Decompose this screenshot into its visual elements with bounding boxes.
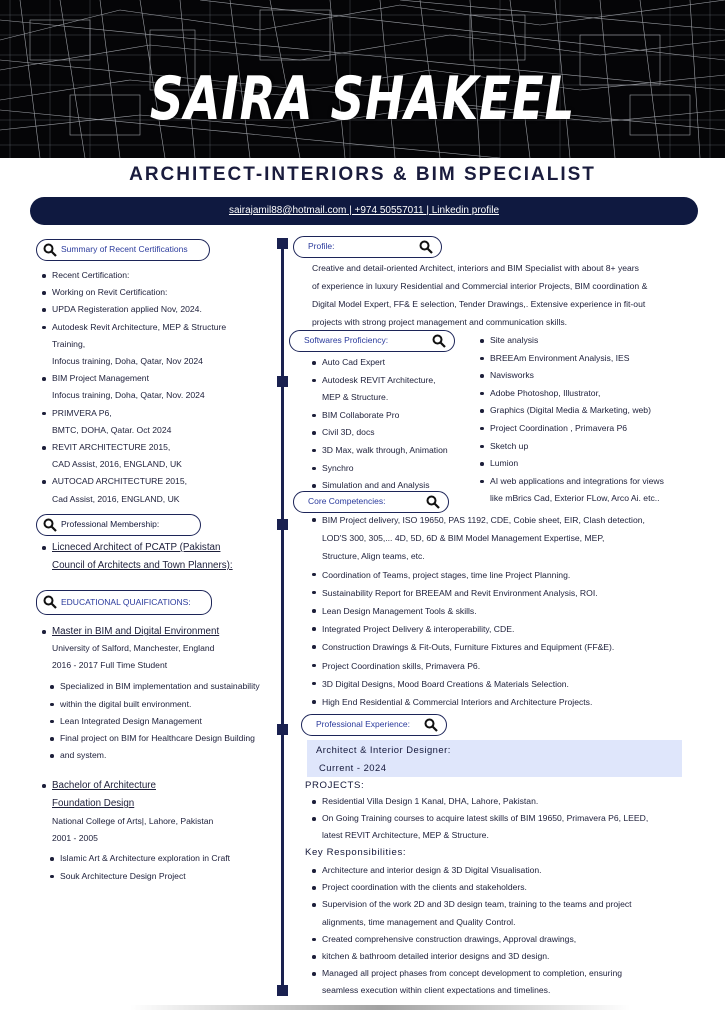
software-list-right: [478, 332, 708, 508]
profile-line: of experience in luxury Residential and Commercial interior Projects, BIM coordination &: [312, 281, 648, 291]
membership-heading-label: Professional Membership:: [61, 519, 160, 529]
list-item: Coordination of Teams, project stages, time line Project Planning.: [310, 566, 710, 584]
list-item: Islamic Art & Architecture exploration in Craft: [48, 850, 285, 867]
list-item: Construction Drawings & Fit-Outs, Furniture Fixtures and Equipment (FF&E).: [310, 638, 710, 656]
list-item: within the digital built environment.: [48, 696, 285, 713]
list-item: Working on Revit Certification:: [40, 284, 280, 301]
list-item: UPDA Registeration applied Nov, 2024.: [40, 301, 280, 318]
bachelors-title: Foundation Design: [52, 798, 135, 809]
competencies-heading: [293, 491, 449, 513]
list-item: Souk Architecture Design Project: [48, 868, 285, 885]
search-icon: [43, 595, 57, 609]
competencies-list: [310, 511, 710, 711]
list-item: AUTOCAD ARCHITECTURE 2015,: [40, 473, 280, 490]
list-item: BREEAm Environment Analysis, IES: [478, 350, 708, 368]
candidate-name: SAIRA SHAKEEL: [149, 64, 576, 134]
education-heading-label: EDUCATIONAL QUAIFICATIONS:: [61, 597, 191, 607]
timeline-node: [277, 985, 288, 996]
bachelors-dates: 2001 - 2005: [52, 833, 98, 844]
list-item: Sustainability Report for BREEAM and Revit Environment Analysis, ROI.: [310, 584, 710, 602]
list-item: Infocus training, Doha, Qatar, Nov. 2024: [52, 390, 205, 401]
list-item: seamless execution within client expectations and timelines.: [322, 985, 551, 996]
software-list-left: [310, 354, 480, 495]
list-item: BMTC, DOHA, Qatar. Oct 2024: [52, 424, 172, 435]
list-item: Supervision of the work 2D and 3D design team, training to the teams and project: [310, 896, 710, 913]
masters-dates: 2016 - 2017 Full Time Student: [52, 660, 168, 671]
search-icon: [43, 518, 57, 532]
experience-role-band: [307, 740, 682, 777]
search-icon: [424, 718, 438, 732]
responsibilities-heading: Key Responsibilities:: [305, 847, 407, 858]
bachelors-school: National College of Arts|, Lahore, Pakistan: [52, 816, 214, 826]
list-item: MEP & Structure.: [322, 392, 389, 403]
list-item: Cad Assist, 2016, ENGLAND, UK: [52, 493, 180, 504]
contact-links[interactable]: sairajamil88@hotmail.com | +974 50557011 | Linkedin profile: [228, 205, 500, 216]
masters-school: University of Salford, Manchester, England: [52, 643, 215, 653]
list-item: On Going Training courses to acquire latest skills of BIM 19650, Primavera P6, LEED,: [310, 810, 710, 827]
list-item: Specialized in BIM implementation and sustainability: [48, 678, 285, 695]
responsibilities-list: [310, 862, 710, 1000]
list-item: and system.: [48, 747, 285, 764]
list-item: Navisworks: [478, 367, 708, 385]
list-item: BIM Project delivery, ISO 19650, PAS 1192, CDE, Cobie sheet, EIR, Clash detection,: [310, 511, 710, 529]
profile-line: Creative and detail-oriented Architect, interiors and BIM Specialist with about 8+ years: [312, 263, 639, 273]
list-item: Lean Integrated Design Management: [48, 713, 285, 730]
search-icon: [426, 495, 440, 509]
list-item: Residential Villa Design 1 Kanal, DHA, Lahore, Pakistan.: [310, 793, 710, 810]
masters-title: Master in BIM and Digital Environment: [40, 623, 285, 640]
membership-line: Council of Architects and Town Planners):: [52, 560, 233, 571]
software-heading-label: Softwares Proficiency:: [304, 335, 389, 345]
list-item: Civil 3D, docs: [310, 424, 480, 442]
timeline-node: [277, 238, 288, 249]
profile-line: Digital Model Expert, FF& E selection, Tender Drawings,. Extensive experience in fit-out: [312, 299, 646, 309]
search-icon: [432, 334, 446, 348]
search-icon: [43, 243, 57, 257]
search-icon: [419, 240, 433, 254]
list-item: Managed all project phases from concept development to completion, ensuring: [310, 965, 710, 982]
experience-heading: [301, 714, 447, 736]
experience-period: Current - 2024: [319, 762, 387, 773]
list-item: kitchen & bathroom detailed interior designs and 3D design.: [310, 948, 710, 965]
list-item: Sketch up: [478, 438, 708, 456]
list-item: Site analysis: [478, 332, 708, 350]
membership-line: Licneced Architect of PCATP (Pakistan: [40, 539, 280, 557]
list-item: Simulation and and Analysis: [310, 477, 480, 495]
bachelors-degree: [40, 777, 285, 885]
projects-list: [310, 793, 710, 845]
list-item: High End Residential & Commercial Interiors and Architecture Projects.: [310, 693, 710, 711]
list-item: Recent Certification:: [40, 267, 280, 284]
list-item: CAD Assist, 2016, ENGLAND, UK: [52, 459, 182, 470]
list-item: Project coordination with the clients and stakeholders.: [310, 879, 710, 896]
membership-heading: [36, 514, 201, 536]
certifications-list: [40, 267, 280, 508]
list-item: Lumion: [478, 455, 708, 473]
timeline-node: [277, 519, 288, 530]
certifications-heading: [36, 239, 210, 261]
list-item: Structure, Align teams, etc.: [322, 551, 425, 562]
header-banner: [0, 0, 725, 158]
list-item: Lean Design Management Tools & skills.: [310, 602, 710, 620]
list-item: Training,: [52, 338, 86, 349]
list-item: Integrated Project Delivery & interoperability, CDE.: [310, 620, 710, 638]
list-item: Infocus training, Doha, Qatar, Nov 2024: [52, 356, 203, 367]
list-item: PRIMVERA P6,: [40, 405, 280, 422]
list-item: Graphics (Digital Media & Marketing, web): [478, 402, 708, 420]
list-item: BIM Project Management: [40, 370, 280, 387]
software-heading: [289, 330, 455, 352]
bachelors-title: Bachelor of Architecture: [40, 777, 285, 795]
list-item: Autodesk REVIT Architecture,: [310, 372, 480, 390]
list-item: Architecture and interior design & 3D Digital Visualisation.: [310, 862, 710, 879]
list-item: Auto Cad Expert: [310, 354, 480, 372]
competencies-heading-label: Core Competencies:: [308, 496, 386, 506]
experience-heading-label: Professional Experience:: [316, 719, 411, 729]
list-item: 3D Max, walk through, Animation: [310, 442, 480, 460]
certifications-heading-label: Summary of Recent Certifications: [61, 244, 188, 254]
profile-heading-label: Profile:: [308, 241, 335, 251]
list-item: Project Coordination , Primavera P6: [478, 420, 708, 438]
contact-bar: [30, 197, 698, 225]
list-item: BIM Collaborate Pro: [310, 407, 480, 425]
list-item: latest REVIT Architecture, MEP & Structure.: [322, 830, 489, 841]
list-item: Final project on BIM for Healthcare Design Building: [48, 730, 285, 747]
list-item: Autodesk Revit Architecture, MEP & Structure: [40, 319, 280, 336]
list-item: alignments, time management and Quality Control.: [322, 916, 516, 927]
masters-degree: [40, 623, 285, 764]
list-item: Adobe Photoshop, Illustrator,: [478, 385, 708, 403]
experience-role: Architect & Interior Designer:: [316, 744, 451, 755]
footer-divider: [130, 1005, 630, 1010]
list-item: 3D Digital Designs, Mood Board Creations & Materials Selection.: [310, 675, 710, 693]
education-heading: [36, 590, 212, 615]
list-item: Created comprehensive construction drawings, Approval drawings,: [310, 931, 710, 948]
list-item: Synchro: [310, 460, 480, 478]
list-item: AI web applications and integrations for views: [478, 473, 708, 491]
membership-text: [40, 539, 280, 575]
list-item: REVIT ARCHITECTURE 2015,: [40, 439, 280, 456]
profile-line: projects with strong project management and communication skills.: [312, 317, 568, 327]
list-item: like mBrics Cad, Exterior FLow, Arco Ai. etc..: [490, 493, 660, 504]
projects-heading: PROJECTS:: [305, 780, 365, 791]
job-title: ARCHITECT-INTERIORS & BIM SPECIALIST: [129, 164, 596, 185]
profile-heading: [293, 236, 442, 258]
list-item: Project Coordination skills, Primavera P6.: [310, 657, 710, 675]
list-item: LOD'S 300, 305,... 4D, 5D, 6D & BIM Model Management Expertise, MEP,: [322, 533, 605, 544]
profile-summary: [312, 259, 707, 331]
